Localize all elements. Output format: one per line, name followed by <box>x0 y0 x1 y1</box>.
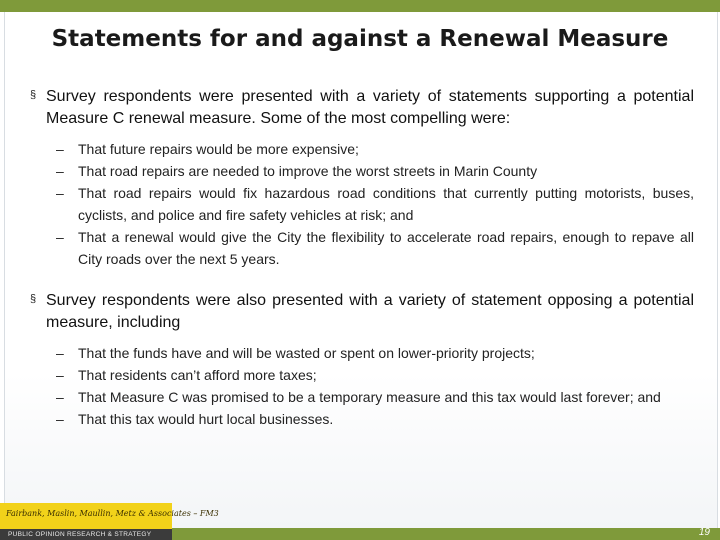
bullet-opposing <box>24 290 694 430</box>
top-accent-bar <box>0 0 720 12</box>
list-item: – That this tax would hurt local businesses. <box>56 411 334 427</box>
sub-list-supporting <box>24 138 694 270</box>
list-item: – That residents can’t afford more taxes; <box>56 367 317 383</box>
list-item: – That road repairs would fix hazardous road conditions that currently putting motorists, buses, cyclists, and police and fire safety vehicles at risk; and <box>56 185 694 223</box>
list-item: – That Measure C was promised to be a temporary measure and this tax would last forever; and <box>56 389 661 405</box>
bullet-text: Survey respondents were presented with a variety of statements supporting a potential Measure C renewal measure. Some of the most compelling were: <box>46 88 694 127</box>
bullet-text: Survey respondents were also presented with a variety of statement opposing a potential measure, including <box>46 292 694 331</box>
logo-firm-name: Fairbank, Maslin, Maullin, Metz & Associates – FM3 <box>6 509 219 518</box>
page-number: 19 <box>698 527 710 538</box>
slide-title: Statements for and against a Renewal Measure <box>51 26 669 52</box>
bullet-marker: § <box>30 293 37 305</box>
list-item: – That road repairs are needed to improve the worst streets in Marin County <box>56 163 538 179</box>
fm3-logo <box>0 503 219 540</box>
sub-list-opposing <box>24 342 694 430</box>
bullet-marker: § <box>30 89 37 101</box>
list-item: – That future repairs would be more expensive; <box>56 141 359 157</box>
logo-tagline: PUBLIC OPINION RESEARCH & STRATEGY <box>0 529 172 540</box>
list-item: – That the funds have and will be wasted or spent on lower-priority projects; <box>56 345 535 361</box>
bullet-supporting <box>24 86 694 270</box>
list-item: – That a renewal would give the City the flexibility to accelerate road repairs, enough to repave all City roads over the next 5 years. <box>56 229 694 267</box>
